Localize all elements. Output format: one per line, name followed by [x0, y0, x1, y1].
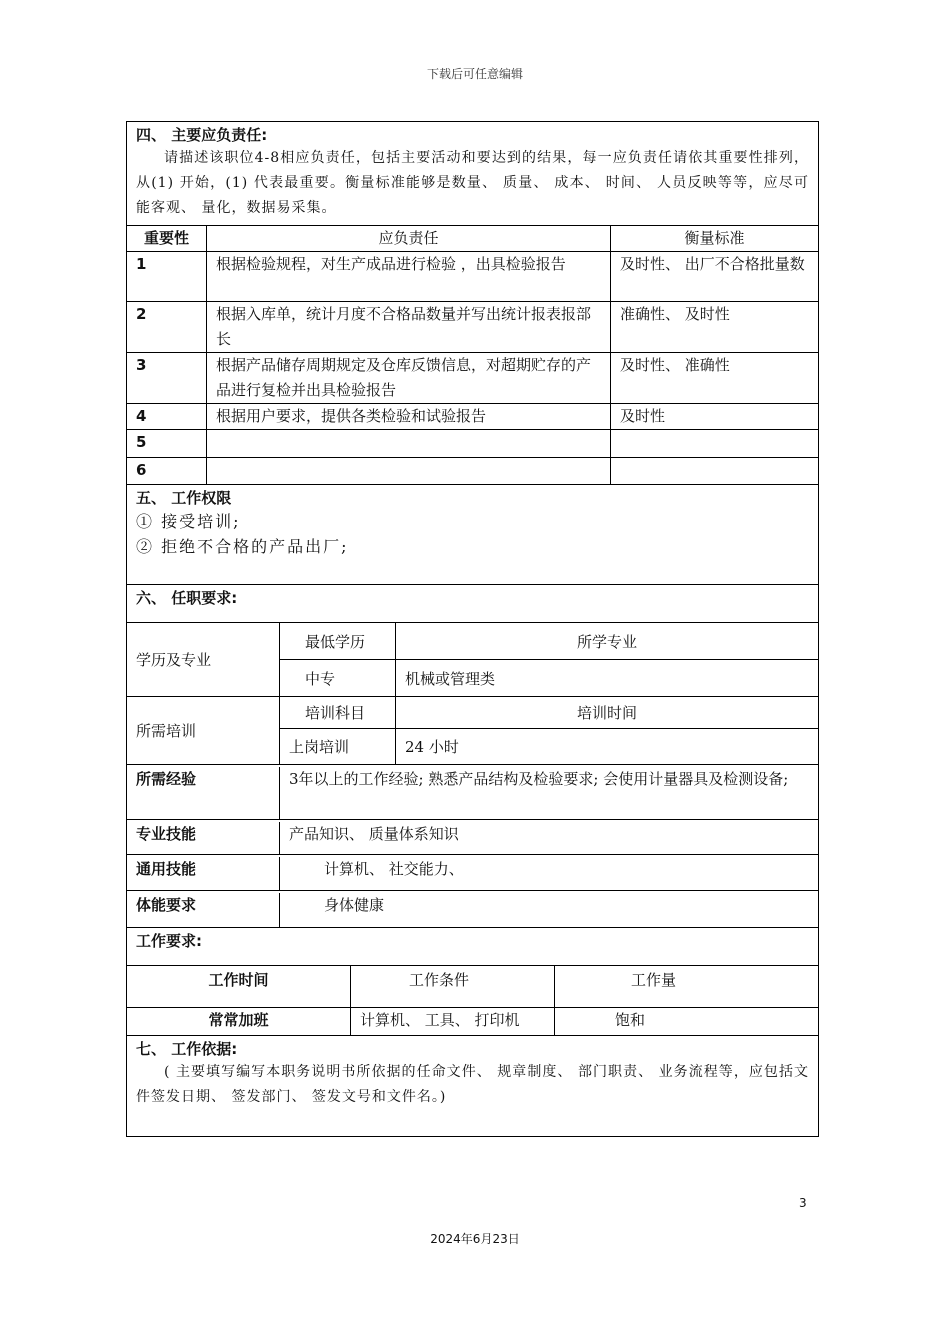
work-req-header [127, 928, 818, 966]
work-condition-header: 工作条件 [351, 966, 555, 1007]
education-row [127, 623, 818, 697]
duty-cell [207, 458, 611, 484]
authority-item: ② 拒绝不合格的产品出厂; [136, 537, 349, 556]
rank-cell: 1 [127, 252, 207, 301]
table-row [127, 353, 818, 404]
duty-cell: 根据产品储存周期规定及仓库反馈信息，对超期贮存的产品进行复检并出具检验报告 [207, 353, 611, 403]
section4-header [127, 122, 818, 226]
work-req-columns [127, 966, 818, 1008]
standard-cell: 及时性 [620, 407, 666, 425]
table-row [127, 404, 818, 430]
rank-cell: 4 [127, 404, 207, 429]
page-number: 3 [799, 1196, 807, 1210]
responsibility-header-row [127, 226, 818, 252]
education-major-value: 机械或管理类 [405, 669, 496, 688]
col-duty: 应负责任 [207, 226, 611, 251]
work-time-header: 工作时间 [127, 966, 351, 1007]
table-row [127, 302, 818, 353]
education-major-header: 所学专业 [576, 632, 637, 651]
rank-cell: 2 [127, 302, 207, 352]
work-req-values [127, 1008, 818, 1036]
training-time-value: 24 小时 [405, 738, 459, 756]
duty-cell: 根据检验规程，对生产成品进行检验 ，出具检验报告 [207, 252, 611, 301]
workload-value: 饱和 [615, 1011, 646, 1029]
footer-date: 2024年6月23日 [430, 1232, 520, 1246]
physical-row [127, 891, 818, 928]
section7-title: 七、 工作依据: [136, 1040, 238, 1058]
pro-skill-row [127, 820, 818, 855]
table-row [127, 252, 818, 302]
col-standard: 衡量标准 [684, 229, 745, 247]
training-time-header: 培训时间 [576, 704, 637, 722]
section5 [127, 485, 818, 585]
duty-cell: 根据用户要求，提供各类检验和试验报告 [207, 404, 611, 429]
education-min-value: 中专 [280, 660, 396, 696]
physical-label: 体能要求 [127, 893, 280, 927]
experience-label: 所需经验 [127, 767, 280, 819]
pro-skill-value: 产品知识、 质量体系知识 [289, 825, 459, 843]
section4-description: 请描述该职位4-8相应负责任，包括主要活动和要达到的结果，每一应负责任请依其重要性排列，从(1) 开始，(1) 代表最重要。衡量标准能够是数量、 质量、 成本、 时间、 人员反映等等，应尽可能客观、 量化，数据易采集。 [136, 150, 809, 216]
workload-header: 工作量 [631, 971, 677, 989]
authority-item: ① 接受培训; [136, 512, 241, 531]
experience-value: 3年以上的工作经验; 熟悉产品结构及检验要求; 会使用计量器具及检测设备; [289, 770, 789, 788]
section4-title: 四、 主要应负责任: [136, 126, 268, 144]
training-subject-header: 培训科目 [280, 697, 396, 728]
section5-title: 五、 工作权限 [136, 489, 232, 507]
training-label: 所需培训 [127, 697, 280, 764]
duty-cell: 根据入库单，统计月度不合格品数量并写出统计报表报部长 [207, 302, 611, 352]
table-row [127, 430, 818, 458]
standard-cell [611, 458, 818, 484]
rank-cell: 5 [127, 430, 207, 457]
standard-cell: 及时性、 出厂不合格批量数 [620, 255, 805, 273]
col-importance: 重要性 [127, 226, 207, 251]
table-row [127, 458, 818, 485]
section6-header [127, 585, 818, 623]
work-req-title: 工作要求: [136, 932, 202, 950]
general-skill-row [127, 855, 818, 891]
rank-cell: 3 [127, 353, 207, 403]
standard-cell [611, 430, 818, 457]
training-subject-value: 上岗培训 [280, 729, 396, 764]
education-min-header: 最低学历 [280, 623, 396, 659]
standard-cell: 及时性、 准确性 [620, 356, 730, 374]
job-description-table [126, 121, 819, 1137]
section7 [127, 1036, 818, 1136]
general-skill-value: 计算机、 社交能力、 [324, 860, 464, 878]
section7-description: ( 主要填写编写本职务说明书所依据的任命文件、 规章制度、 部门职责、 业务流程等，应包括文件签发日期、 签发部门、 签发文号和文件名。) [136, 1064, 809, 1105]
pro-skill-label: 专业技能 [127, 822, 280, 854]
rank-cell: 6 [127, 458, 207, 484]
duty-cell [207, 430, 611, 457]
section6-title: 六、 任职要求: [136, 589, 238, 607]
standard-cell: 准确性、 及时性 [620, 305, 730, 323]
training-row [127, 697, 818, 765]
work-condition-value: 计算机、 工具、 打印机 [351, 1008, 555, 1035]
general-skill-label: 通用技能 [127, 857, 280, 890]
education-label: 学历及专业 [127, 623, 280, 696]
physical-value: 身体健康 [324, 896, 385, 914]
work-time-value: 常常加班 [127, 1008, 351, 1035]
experience-row [127, 765, 818, 820]
header-note: 下载后可任意编辑 [426, 67, 523, 81]
